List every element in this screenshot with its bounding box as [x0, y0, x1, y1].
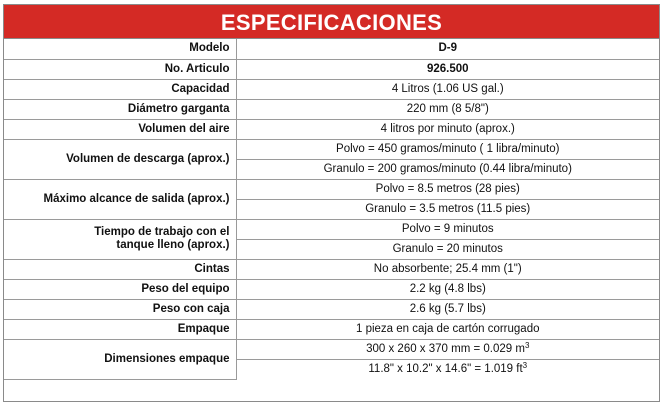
- dimensiones-metric-text: 300 x 260 x 370 mm = 0.029 m: [366, 342, 525, 355]
- spec-row-empaque: [4, 319, 659, 339]
- spec-value-dimensiones-metric: [236, 339, 659, 359]
- spec-value-peso-caja: 2.6 kg (5.7 lbs): [236, 299, 659, 319]
- spec-label-peso-caja: Peso con caja: [4, 299, 236, 319]
- spec-value-empaque: 1 pieza en caja de cartón corrugado: [236, 319, 659, 339]
- spec-row-aire: [4, 119, 659, 139]
- spec-value-tiempo-granulo: Granulo = 20 minutos: [236, 239, 659, 259]
- spec-row-tiempo: [4, 219, 659, 239]
- dimensiones-imperial-exponent: 3: [522, 360, 528, 370]
- spec-label-garganta: Diámetro garganta: [4, 99, 236, 119]
- spec-label-dimensiones: Dimensiones empaque: [4, 339, 236, 379]
- spec-value-modelo: D-9: [236, 39, 659, 59]
- specifications-sheet: [3, 4, 660, 402]
- spec-value-alcance-granulo: Granulo = 3.5 metros (11.5 pies): [236, 199, 659, 219]
- spec-label-descarga: Volumen de descarga (aprox.): [4, 139, 236, 179]
- spec-row-peso-caja: [4, 299, 659, 319]
- spec-value-garganta: 220 mm (8 5/8"): [236, 99, 659, 119]
- dimensiones-imperial-text: 11.8" x 10.2" x 14.6" = 1.019 ft: [368, 362, 523, 375]
- spec-value-alcance-polvo: Polvo = 8.5 metros (28 pies): [236, 179, 659, 199]
- spec-label-capacidad: Capacidad: [4, 79, 236, 99]
- specifications-title: ESPECIFICACIONES: [4, 5, 659, 39]
- spec-value-dimensiones-imperial: [236, 359, 659, 379]
- spec-value-aire: 4 litros por minuto (aprox.): [236, 119, 659, 139]
- spec-label-cintas: Cintas: [4, 259, 236, 279]
- spec-row-garganta: [4, 99, 659, 119]
- spec-value-descarga-granulo: Granulo = 200 gramos/minuto (0.44 libra/minuto): [236, 159, 659, 179]
- spec-label-aire: Volumen del aire: [4, 119, 236, 139]
- dimensiones-metric-exponent: 3: [524, 340, 530, 350]
- spec-row-cintas: [4, 259, 659, 279]
- spec-value-capacidad: 4 Litros (1.06 US gal.): [236, 79, 659, 99]
- spec-row-peso: [4, 279, 659, 299]
- spec-label-peso: Peso del equipo: [4, 279, 236, 299]
- spec-label-alcance: Máximo alcance de salida (aprox.): [4, 179, 236, 219]
- spec-value-cintas: No absorbente; 25.4 mm (1"): [236, 259, 659, 279]
- spec-label-empaque: Empaque: [4, 319, 236, 339]
- spec-label-tiempo-line1: Tiempo de trabajo con el: [94, 226, 230, 238]
- spec-value-tiempo-polvo: Polvo = 9 minutos: [236, 219, 659, 239]
- spec-value-descarga-polvo: Polvo = 450 gramos/minuto ( 1 libra/minuto): [236, 139, 659, 159]
- spec-value-peso: 2.2 kg (4.8 lbs): [236, 279, 659, 299]
- spec-label-tiempo: [4, 219, 236, 259]
- spec-label-modelo: Modelo: [4, 39, 236, 59]
- spec-row-articulo: [4, 59, 659, 79]
- spec-row-dimensiones: [4, 339, 659, 359]
- spec-row-alcance: [4, 179, 659, 199]
- spec-row-descarga: [4, 139, 659, 159]
- spec-row-modelo: [4, 39, 659, 59]
- spec-label-tiempo-line2: tanque lleno (aprox.): [116, 239, 230, 251]
- spec-value-articulo: 926.500: [236, 59, 659, 79]
- specifications-table: [4, 39, 659, 380]
- spec-row-capacidad: [4, 79, 659, 99]
- spec-label-articulo: No. Articulo: [4, 59, 236, 79]
